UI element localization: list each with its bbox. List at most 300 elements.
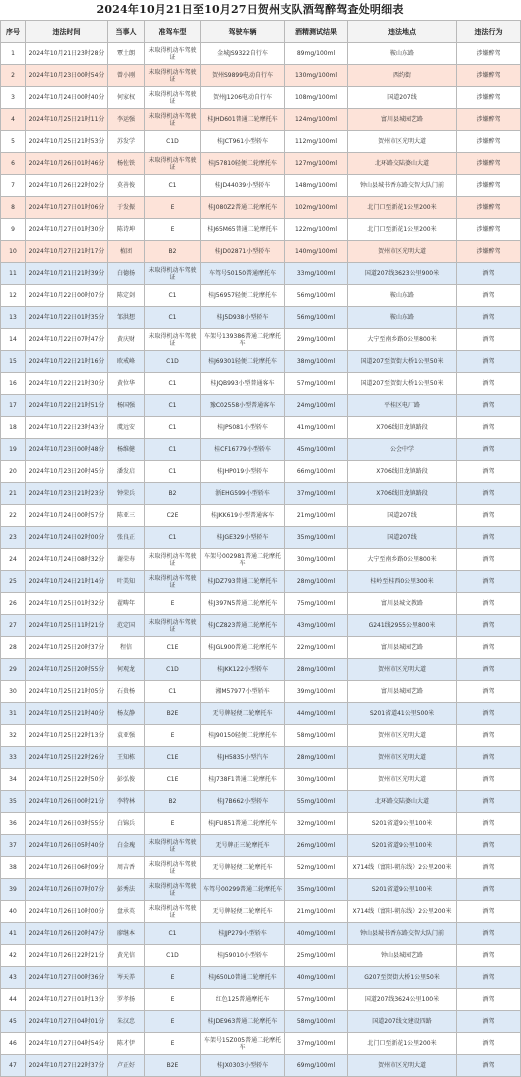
- cell-license: C1E: [145, 769, 201, 791]
- cell-no: 20: [1, 461, 26, 483]
- header-license: 准驾车型: [145, 21, 201, 43]
- cell-result: 56mg/100ml: [285, 285, 348, 307]
- cell-place: G207至贺街大桥1公里50米: [348, 967, 457, 989]
- cell-no: 9: [1, 219, 26, 241]
- cell-vehicle: 无号牌轻便二轮摩托车: [201, 901, 285, 923]
- cell-vehicle: 贺州J1206电动自行车: [201, 87, 285, 109]
- cell-name: 卢正好: [108, 1055, 145, 1077]
- cell-act: 酒驾: [457, 813, 521, 835]
- header-vehicle: 驾驶车辆: [201, 21, 285, 43]
- cell-act: 涉嫌醉驾: [457, 197, 521, 219]
- cell-no: 38: [1, 857, 26, 879]
- cell-vehicle: 桂JDZ793普通二轮摩托车: [201, 571, 285, 593]
- cell-place: 贺州市区光明大道: [348, 131, 457, 153]
- cell-license: B2: [145, 241, 201, 263]
- cell-result: 39mg/100ml: [285, 681, 348, 703]
- cell-place: 北门口至新花1公里200米: [348, 219, 457, 241]
- cell-act: 酒驾: [457, 285, 521, 307]
- cell-result: 26mg/100ml: [285, 835, 348, 857]
- cell-place: S201省道41公里500米: [348, 703, 457, 725]
- cell-time: 2024年10月26日01时46分: [26, 153, 108, 175]
- cell-place: S201省道9公里100米: [348, 813, 457, 835]
- cell-result: 69mg/100ml: [285, 1055, 348, 1077]
- cell-name: 何观龙: [108, 659, 145, 681]
- cell-vehicle: 桂JQB993小型普通客车: [201, 373, 285, 395]
- table-row: [1, 43, 521, 65]
- table-row: [1, 659, 521, 681]
- cell-time: 2024年10月26日10时00分: [26, 901, 108, 923]
- cell-place: 国道207至贺街大桥1公里50米: [348, 373, 457, 395]
- cell-time: 2024年10月24日21时14分: [26, 571, 108, 593]
- cell-time: 2024年10月27日01时30分: [26, 219, 108, 241]
- table-row: [1, 1055, 521, 1077]
- cell-place: X706线旧龙镇路段: [348, 461, 457, 483]
- cell-license: C1: [145, 461, 201, 483]
- cell-time: 2024年10月25日20时37分: [26, 637, 108, 659]
- cell-place: 贺州市区光明大道: [348, 659, 457, 681]
- cell-act: 涉嫌醉驾: [457, 241, 521, 263]
- cell-no: 11: [1, 263, 26, 285]
- cell-name: 李特林: [108, 791, 145, 813]
- cell-place: 北环路交陆婆山大道: [348, 791, 457, 813]
- table-row: [1, 571, 521, 593]
- cell-act: 酒驾: [457, 307, 521, 329]
- cell-no: 32: [1, 725, 26, 747]
- table-row: [1, 879, 521, 901]
- cell-place: 国道207线3623公里900米: [348, 263, 457, 285]
- cell-act: 酒驾: [457, 439, 521, 461]
- cell-act: 涉嫌醉驾: [457, 109, 521, 131]
- cell-place: 北门口至新花1公里200米: [348, 1033, 457, 1055]
- cell-time: 2024年10月21日23时28分: [26, 43, 108, 65]
- table-row: [1, 967, 521, 989]
- cell-name: 张良正: [108, 527, 145, 549]
- table-row: [1, 307, 521, 329]
- table-row: [1, 923, 521, 945]
- cell-name: 盘承英: [108, 901, 145, 923]
- table-row: [1, 835, 521, 857]
- cell-no: 2: [1, 65, 26, 87]
- cell-place: 北门口至新花1公里200米: [348, 197, 457, 219]
- cell-no: 24: [1, 549, 26, 571]
- header-name: 当事人: [108, 21, 145, 43]
- cell-license: C1D: [145, 131, 201, 153]
- cell-license: C1: [145, 417, 201, 439]
- cell-result: 108mg/100ml: [285, 87, 348, 109]
- cell-act: 酒驾: [457, 681, 521, 703]
- cell-time: 2024年10月25日21时53分: [26, 131, 108, 153]
- cell-no: 13: [1, 307, 26, 329]
- cell-act: 酒驾: [457, 923, 521, 945]
- cell-place: X714线（富阳-朝东线）2公里200米: [348, 857, 457, 879]
- table-row: [1, 1033, 521, 1055]
- cell-no: 12: [1, 285, 26, 307]
- cell-name: 彭弘俊: [108, 769, 145, 791]
- cell-act: 酒驾: [457, 989, 521, 1011]
- cell-place: 贺州市区光明大道: [348, 241, 457, 263]
- cell-name: 袁亚强: [108, 725, 145, 747]
- cell-name: 杨维健: [108, 439, 145, 461]
- cell-name: 黄光信: [108, 945, 145, 967]
- cell-vehicle: 桂J69301轻便二轮摩托车: [201, 351, 285, 373]
- cell-no: 47: [1, 1055, 26, 1077]
- cell-vehicle: 贺州S9899电动自行车: [201, 65, 285, 87]
- cell-time: 2024年10月27日04时54分: [26, 1033, 108, 1055]
- cell-vehicle: 豫C02558小型普通客车: [201, 395, 285, 417]
- cell-name: 黄位华: [108, 373, 145, 395]
- cell-license: 未取得机动车驾驶证: [145, 615, 201, 637]
- table-row: [1, 131, 521, 153]
- cell-time: 2024年10月25日21时11分: [26, 109, 108, 131]
- cell-license: 未取得机动车驾驶证: [145, 65, 201, 87]
- cell-vehicle: 浙EHG599小型轿车: [201, 483, 285, 505]
- cell-vehicle: 无号牌轻便二轮摩托车: [201, 703, 285, 725]
- cell-name: 虞远安: [108, 417, 145, 439]
- cell-time: 2024年10月26日20时47分: [26, 923, 108, 945]
- cell-license: C1: [145, 681, 201, 703]
- cell-act: 酒驾: [457, 1011, 521, 1033]
- cell-place: 富川县城文教路: [348, 593, 457, 615]
- cell-result: 56mg/100ml: [285, 307, 348, 329]
- cell-vehicle: 桂JKK619小型普通客车: [201, 505, 285, 527]
- cell-no: 7: [1, 175, 26, 197]
- cell-time: 2024年10月23日00时54分: [26, 65, 108, 87]
- table-row: [1, 395, 521, 417]
- cell-no: 45: [1, 1011, 26, 1033]
- cell-result: 130mg/100ml: [285, 65, 348, 87]
- table-row: [1, 791, 521, 813]
- cell-act: 酒驾: [457, 637, 521, 659]
- cell-vehicle: 车架号139386普通二轮摩托车: [201, 329, 285, 351]
- cell-result: 37mg/100ml: [285, 483, 348, 505]
- cell-no: 10: [1, 241, 26, 263]
- cell-place: 国道207线: [348, 505, 457, 527]
- cell-place: X706线旧龙镇路段: [348, 483, 457, 505]
- cell-no: 5: [1, 131, 26, 153]
- cell-no: 37: [1, 835, 26, 857]
- cell-result: 52mg/100ml: [285, 857, 348, 879]
- cell-time: 2024年10月27日22时37分: [26, 1055, 108, 1077]
- cell-place: 国道207线: [348, 527, 457, 549]
- table-row: [1, 461, 521, 483]
- cell-name: 莫善俊: [108, 175, 145, 197]
- cell-license: C1D: [145, 945, 201, 967]
- cell-vehicle: 桂JCT961小型轿车: [201, 131, 285, 153]
- cell-result: 28mg/100ml: [285, 659, 348, 681]
- cell-name: 陈才伊: [108, 1033, 145, 1055]
- cell-act: 酒驾: [457, 263, 521, 285]
- cell-name: 廖继本: [108, 923, 145, 945]
- cell-name: 潘发启: [108, 461, 145, 483]
- cell-vehicle: 红色125普通摩托车: [201, 989, 285, 1011]
- cell-name: 彭秀法: [108, 879, 145, 901]
- cell-act: 涉嫌醉驾: [457, 131, 521, 153]
- cell-vehicle: 桂JH5835小型汽车: [201, 747, 285, 769]
- cell-license: 未取得机动车驾驶证: [145, 879, 201, 901]
- cell-act: 酒驾: [457, 725, 521, 747]
- cell-vehicle: 车架号002981普通二轮摩托车: [201, 549, 285, 571]
- cell-no: 4: [1, 109, 26, 131]
- cell-license: B2E: [145, 1055, 201, 1077]
- cell-no: 42: [1, 945, 26, 967]
- cell-result: 58mg/100ml: [285, 725, 348, 747]
- cell-name: 苏发学: [108, 131, 145, 153]
- cell-name: 白锦兵: [108, 813, 145, 835]
- cell-result: 148mg/100ml: [285, 175, 348, 197]
- cell-place: 国道207线文建设四路: [348, 1011, 457, 1033]
- cell-result: 25mg/100ml: [285, 945, 348, 967]
- cell-place: 国道207线: [348, 87, 457, 109]
- header-no: 序号: [1, 21, 26, 43]
- cell-place: 钟山县城书香东路交智大队门前: [348, 923, 457, 945]
- table-row: [1, 175, 521, 197]
- cell-act: 酒驾: [457, 703, 521, 725]
- cell-vehicle: 桂JCZ823普通二轮摩托车: [201, 615, 285, 637]
- cell-license: 未取得机动车驾驶证: [145, 571, 201, 593]
- cell-name: 杨友静: [108, 703, 145, 725]
- cell-time: 2024年10月26日06时09分: [26, 857, 108, 879]
- cell-act: 酒驾: [457, 659, 521, 681]
- cell-time: 2024年10月22日21时16分: [26, 351, 108, 373]
- cell-place: 国道207线3624公里100米: [348, 989, 457, 1011]
- cell-act: 酒驾: [457, 835, 521, 857]
- cell-license: C1: [145, 373, 201, 395]
- cell-result: 29mg/100ml: [285, 329, 348, 351]
- cell-no: 23: [1, 527, 26, 549]
- cell-act: 酒驾: [457, 351, 521, 373]
- cell-result: 43mg/100ml: [285, 615, 348, 637]
- cell-time: 2024年10月26日05时40分: [26, 835, 108, 857]
- cell-result: 28mg/100ml: [285, 747, 348, 769]
- cell-time: 2024年10月23日20时45分: [26, 461, 108, 483]
- cell-time: 2024年10月25日21时05分: [26, 681, 108, 703]
- cell-time: 2024年10月23日21时23分: [26, 483, 108, 505]
- cell-license: C1: [145, 527, 201, 549]
- cell-name: 程信: [108, 637, 145, 659]
- cell-license: C1: [145, 923, 201, 945]
- cell-no: 46: [1, 1033, 26, 1055]
- cell-time: 2024年10月25日20时55分: [26, 659, 108, 681]
- cell-license: E: [145, 593, 201, 615]
- cell-no: 33: [1, 747, 26, 769]
- cell-time: 2024年10月22日21时30分: [26, 373, 108, 395]
- cell-name: 黄庆财: [108, 329, 145, 351]
- cell-vehicle: 桂J65M65普通二轮摩托车: [201, 219, 285, 241]
- cell-vehicle: 桂JHD601普通二轮摩托车: [201, 109, 285, 131]
- cell-license: 未取得机动车驾驶证: [145, 109, 201, 131]
- cell-vehicle: 金城JS9322自行车: [201, 43, 285, 65]
- cell-result: 55mg/100ml: [285, 791, 348, 813]
- cell-time: 2024年10月22日23时43分: [26, 417, 108, 439]
- cell-act: 酒驾: [457, 329, 521, 351]
- cell-place: 鞍山东路: [348, 285, 457, 307]
- cell-act: 酒驾: [457, 769, 521, 791]
- table-row: [1, 549, 521, 571]
- cell-act: 酒驾: [457, 527, 521, 549]
- cell-vehicle: 桂J59010小型轿车: [201, 945, 285, 967]
- cell-vehicle: 车驾号50150普通摩托车: [201, 263, 285, 285]
- cell-time: 2024年10月24日02时00分: [26, 527, 108, 549]
- cell-license: 未取得机动车驾驶证: [145, 153, 201, 175]
- cell-time: 2024年10月25日22时13分: [26, 725, 108, 747]
- cell-no: 18: [1, 417, 26, 439]
- cell-act: 酒驾: [457, 1055, 521, 1077]
- cell-time: 2024年10月22日00时07分: [26, 285, 108, 307]
- table-row: [1, 813, 521, 835]
- cell-vehicle: 桂JX0303小型轿车: [201, 1055, 285, 1077]
- table-row: [1, 681, 521, 703]
- cell-license: E: [145, 197, 201, 219]
- cell-act: 涉嫌醉驾: [457, 87, 521, 109]
- cell-no: 14: [1, 329, 26, 351]
- cell-place: 贺州市区光明大道: [348, 769, 457, 791]
- table-row: [1, 857, 521, 879]
- cell-name: 陈亚三: [108, 505, 145, 527]
- cell-time: 2024年10月25日21时40分: [26, 703, 108, 725]
- cell-vehicle: 桂JPS081小型轿车: [201, 417, 285, 439]
- cell-act: 酒驾: [457, 549, 521, 571]
- cell-license: 未取得机动车驾驶证: [145, 901, 201, 923]
- cell-time: 2024年10月26日22时02分: [26, 175, 108, 197]
- cell-license: C1: [145, 307, 201, 329]
- table-row: [1, 703, 521, 725]
- cell-time: 2024年10月27日21时17分: [26, 241, 108, 263]
- cell-vehicle: 桂JD44039小型轿车: [201, 175, 285, 197]
- cell-vehicle: 桂JFU851普通二轮摩托车: [201, 813, 285, 835]
- cell-act: 酒驾: [457, 505, 521, 527]
- table-row: [1, 153, 521, 175]
- table-row: [1, 989, 521, 1011]
- cell-vehicle: 桂J7B662小型轿车: [201, 791, 285, 813]
- cell-result: 58mg/100ml: [285, 1011, 348, 1033]
- cell-place: 钟山县城书香东路交智大队门前: [348, 175, 457, 197]
- header-place: 违法地点: [348, 21, 457, 43]
- cell-time: 2024年10月26日00时21分: [26, 791, 108, 813]
- cell-no: 19: [1, 439, 26, 461]
- cell-no: 28: [1, 637, 26, 659]
- cell-license: C1D: [145, 351, 201, 373]
- table-row: [1, 351, 521, 373]
- table-header-row: [1, 21, 521, 43]
- cell-name: 邹洪想: [108, 307, 145, 329]
- cell-place: 西约街: [348, 65, 457, 87]
- cell-no: 29: [1, 659, 26, 681]
- cell-no: 15: [1, 351, 26, 373]
- cell-result: 38mg/100ml: [285, 351, 348, 373]
- cell-time: 2024年10月22日21时51分: [26, 395, 108, 417]
- cell-time: 2024年10月26日22时21分: [26, 945, 108, 967]
- cell-act: 酒驾: [457, 593, 521, 615]
- cell-vehicle: 桂JD02871小型轿车: [201, 241, 285, 263]
- cell-license: 未取得机动车驾驶证: [145, 835, 201, 857]
- table-row: [1, 747, 521, 769]
- table-row: [1, 417, 521, 439]
- cell-license: E: [145, 219, 201, 241]
- cell-result: 35mg/100ml: [285, 879, 348, 901]
- cell-no: 44: [1, 989, 26, 1011]
- cell-place: 大宁至南乡路0公里800米: [348, 549, 457, 571]
- cell-result: 45mg/100ml: [285, 439, 348, 461]
- cell-no: 16: [1, 373, 26, 395]
- cell-time: 2024年10月22日01时35分: [26, 307, 108, 329]
- cell-time: 2024年10月27日04时01分: [26, 1011, 108, 1033]
- header-time: 违法时间: [26, 21, 108, 43]
- cell-result: 44mg/100ml: [285, 703, 348, 725]
- cell-license: C1: [145, 285, 201, 307]
- cell-license: C1E: [145, 637, 201, 659]
- cell-no: 34: [1, 769, 26, 791]
- table-row: [1, 725, 521, 747]
- cell-vehicle: 桂CF16779小型轿车: [201, 439, 285, 461]
- cell-license: C1: [145, 395, 201, 417]
- cell-vehicle: 桂J57810轻便二轮摩托车: [201, 153, 285, 175]
- cell-vehicle: 桂JDE963普通二轮摩托车: [201, 1011, 285, 1033]
- cell-vehicle: 湘M57977小型轿车: [201, 681, 285, 703]
- table-row: [1, 109, 521, 131]
- cell-name: 岑天养: [108, 967, 145, 989]
- cell-no: 3: [1, 87, 26, 109]
- cell-license: C1: [145, 439, 201, 461]
- cell-time: 2024年10月23日00时48分: [26, 439, 108, 461]
- cell-license: C1D: [145, 659, 201, 681]
- table-row: [1, 65, 521, 87]
- cell-result: 32mg/100ml: [285, 813, 348, 835]
- cell-result: 40mg/100ml: [285, 967, 348, 989]
- cell-no: 17: [1, 395, 26, 417]
- cell-act: 涉嫌醉驾: [457, 43, 521, 65]
- cell-time: 2024年10月25日01时32分: [26, 593, 108, 615]
- cell-time: 2024年10月26日07时07分: [26, 879, 108, 901]
- cell-place: X706线旧龙镇路段: [348, 417, 457, 439]
- cell-vehicle: 桂J397N5普通二轮摩托车: [201, 593, 285, 615]
- cell-vehicle: 车架号15Z005普通二轮摩托车: [201, 1033, 285, 1055]
- cell-result: 21mg/100ml: [285, 505, 348, 527]
- table-row: [1, 483, 521, 505]
- table-row: [1, 439, 521, 461]
- cell-place: 富川县城园艺路: [348, 109, 457, 131]
- cell-license: C2E: [145, 505, 201, 527]
- cell-vehicle: 车驾号00299普通二轮摩托车: [201, 879, 285, 901]
- cell-license: 未取得机动车驾驶证: [145, 43, 201, 65]
- cell-no: 30: [1, 681, 26, 703]
- cell-place: X714线（富阳-朝东线）2公里200米: [348, 901, 457, 923]
- cell-place: 贺州市区光明大道: [348, 1055, 457, 1077]
- cell-act: 酒驾: [457, 395, 521, 417]
- table-row: [1, 505, 521, 527]
- cell-time: 2024年10月27日00时36分: [26, 967, 108, 989]
- cell-time: 2024年10月25日22时26分: [26, 747, 108, 769]
- cell-time: 2024年10月27日01时13分: [26, 989, 108, 1011]
- cell-time: 2024年10月24日08时32分: [26, 549, 108, 571]
- violations-table: [0, 20, 521, 1077]
- cell-name: 杨国强: [108, 395, 145, 417]
- cell-no: 41: [1, 923, 26, 945]
- cell-name: 陈诗坤: [108, 219, 145, 241]
- table-row: [1, 593, 521, 615]
- cell-vehicle: 桂JHP019小型轿车: [201, 461, 285, 483]
- header-act: 违法行为: [457, 21, 521, 43]
- cell-name: 翟畴年: [108, 593, 145, 615]
- cell-result: 40mg/100ml: [285, 923, 348, 945]
- cell-license: E: [145, 813, 201, 835]
- table-row: [1, 87, 521, 109]
- cell-act: 涉嫌醉驾: [457, 153, 521, 175]
- cell-time: 2024年10月21日21时39分: [26, 263, 108, 285]
- cell-name: 于发振: [108, 197, 145, 219]
- cell-result: 35mg/100ml: [285, 527, 348, 549]
- cell-name: 钟荣兵: [108, 483, 145, 505]
- cell-place: 桂岭至桂西0公里300米: [348, 571, 457, 593]
